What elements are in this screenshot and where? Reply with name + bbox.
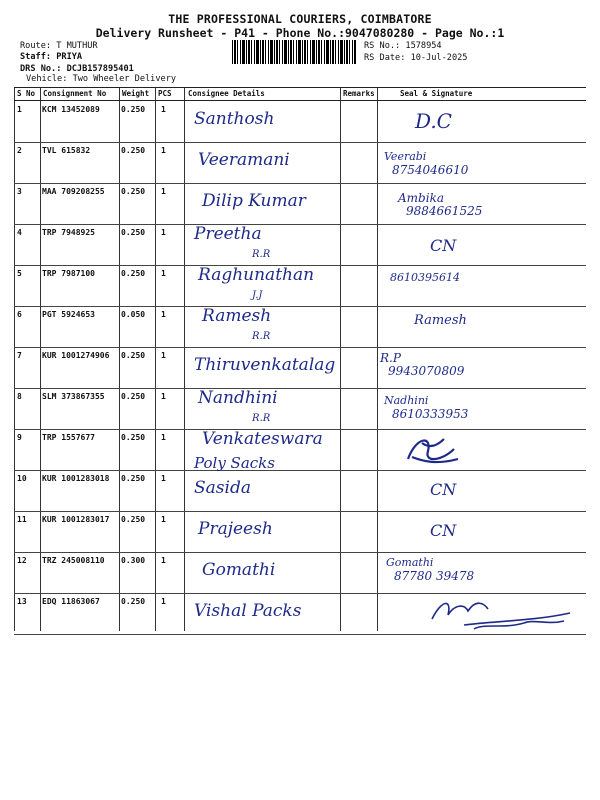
cell-pcs: 1 bbox=[161, 228, 166, 237]
consignee-handwriting: Gomathi bbox=[202, 560, 276, 580]
cell-pcs: 1 bbox=[161, 515, 166, 524]
cell-sno: 12 bbox=[17, 556, 27, 565]
signature-handwriting: Nadhini bbox=[384, 394, 429, 407]
cell-weight: 0.250 bbox=[121, 474, 146, 483]
cell-pcs: 1 bbox=[161, 474, 166, 483]
signature-handwriting: 8610395614 bbox=[390, 271, 460, 284]
table-row bbox=[14, 593, 586, 635]
signature-handwriting: R.P bbox=[380, 351, 401, 365]
consignee-handwriting-line2: R.R bbox=[252, 331, 271, 342]
table-row bbox=[14, 265, 586, 307]
col-consignee: Consignee Details bbox=[188, 89, 265, 98]
cell-pcs: 1 bbox=[161, 146, 166, 155]
cell-weight: 0.250 bbox=[121, 146, 146, 155]
cell-pcs: 1 bbox=[161, 556, 166, 565]
consignee-handwriting: Venkateswara bbox=[202, 429, 323, 449]
signature-scribble-icon bbox=[402, 431, 462, 467]
cell-pcs: 1 bbox=[161, 105, 166, 114]
rs-no: RS No.: 1578954 bbox=[364, 41, 442, 51]
cell-weight: 0.250 bbox=[121, 433, 146, 442]
page-subtitle: Delivery Runsheet - P41 - Phone No.:9047080280 - Page No.:1 bbox=[95, 26, 505, 40]
page-title: THE PROFESSIONAL COURIERS, COIMBATORE bbox=[168, 12, 432, 26]
consignee-handwriting: Santhosh bbox=[194, 109, 275, 129]
rs-date: RS Date: 10-Jul-2025 bbox=[364, 53, 468, 63]
cell-sno: 10 bbox=[17, 474, 27, 483]
cell-pcs: 1 bbox=[161, 187, 166, 196]
cell-sno: 5 bbox=[17, 269, 22, 278]
cell-weight: 0.250 bbox=[121, 597, 146, 606]
consignee-handwriting-line2: R.R bbox=[252, 413, 271, 424]
consignee-handwriting: Nandhini bbox=[198, 388, 278, 408]
cell-weight: 0.250 bbox=[121, 228, 146, 237]
col-sno: S No bbox=[17, 89, 36, 98]
cell-consignment: KCM 13452089 bbox=[42, 105, 100, 114]
runsheet-table bbox=[14, 87, 586, 621]
cell-sno: 11 bbox=[17, 515, 27, 524]
cell-weight: 0.250 bbox=[121, 269, 146, 278]
signature-scribble-icon bbox=[424, 595, 574, 631]
table-row bbox=[14, 224, 586, 266]
consignee-handwriting: Thiruvenkatalag bbox=[194, 355, 336, 375]
col-pcs: PCS bbox=[158, 89, 172, 98]
table-row bbox=[14, 470, 586, 512]
signature-handwriting: Veerabi bbox=[384, 150, 427, 163]
table-row bbox=[14, 306, 586, 348]
signature-handwriting: D.C bbox=[415, 109, 452, 133]
signature-handwriting: CN bbox=[430, 236, 457, 255]
consignee-handwriting: Sasida bbox=[194, 478, 251, 498]
cell-weight: 0.250 bbox=[121, 515, 146, 524]
cell-pcs: 1 bbox=[161, 310, 166, 319]
cell-weight: 0.050 bbox=[121, 310, 146, 319]
cell-consignment: EDQ 11863067 bbox=[42, 597, 100, 606]
cell-sno: 6 bbox=[17, 310, 22, 319]
cell-pcs: 1 bbox=[161, 269, 166, 278]
route: Route: T MUTHUR bbox=[20, 41, 98, 51]
table-row bbox=[14, 429, 586, 471]
signature-phone-handwriting: 8610333953 bbox=[392, 407, 469, 421]
table-header bbox=[14, 88, 586, 101]
cell-sno: 3 bbox=[17, 187, 22, 196]
signature-phone-handwriting: 87780 39478 bbox=[394, 569, 475, 583]
cell-consignment: TRZ 245008110 bbox=[42, 556, 105, 565]
cell-consignment: MAA 709208255 bbox=[42, 187, 105, 196]
consignee-handwriting: Dilip Kumar bbox=[202, 191, 306, 211]
cell-sno: 1 bbox=[17, 105, 22, 114]
signature-handwriting: Ramesh bbox=[414, 313, 467, 328]
consignee-handwriting: Raghunathan bbox=[198, 265, 315, 285]
consignee-handwriting-line2: R.R bbox=[252, 249, 271, 260]
cell-weight: 0.250 bbox=[121, 105, 146, 114]
cell-weight: 0.250 bbox=[121, 187, 146, 196]
cell-consignment: KUR 1001274906 bbox=[42, 351, 110, 360]
vehicle: Vehicle: Two Wheeler Delivery bbox=[26, 74, 177, 84]
signature-phone-handwriting: 8754046610 bbox=[392, 163, 469, 177]
drs-no: DRS No.: DCJB157895401 bbox=[20, 64, 134, 74]
cell-sno: 13 bbox=[17, 597, 27, 606]
cell-consignment: TRP 7987100 bbox=[42, 269, 95, 278]
cell-pcs: 1 bbox=[161, 597, 166, 606]
signature-handwriting: Ambika bbox=[398, 191, 444, 205]
staff: Staff: PRIYA bbox=[20, 52, 83, 62]
cell-pcs: 1 bbox=[161, 351, 166, 360]
table-row bbox=[14, 183, 586, 225]
cell-consignment: SLM 373867355 bbox=[42, 392, 105, 401]
cell-sno: 4 bbox=[17, 228, 22, 237]
consignee-handwriting-line2: J.J bbox=[252, 290, 263, 301]
table-row bbox=[14, 142, 586, 184]
cell-weight: 0.250 bbox=[121, 392, 146, 401]
consignee-handwriting-line2: Poly Sacks bbox=[194, 454, 275, 472]
cell-weight: 0.250 bbox=[121, 351, 146, 360]
consignee-handwriting: Vishal Packs bbox=[194, 601, 302, 621]
table-row bbox=[14, 511, 586, 553]
cell-consignment: TRP 1557677 bbox=[42, 433, 95, 442]
consignee-handwriting: Ramesh bbox=[202, 306, 272, 326]
col-signature: Seal & Signature bbox=[400, 89, 473, 98]
signature-handwriting: Gomathi bbox=[386, 556, 434, 569]
col-remarks: Remarks bbox=[343, 89, 375, 98]
cell-consignment: KUR 1001283017 bbox=[42, 515, 110, 524]
table-row bbox=[14, 552, 586, 594]
table-row bbox=[14, 101, 586, 143]
signature-phone-handwriting: 9943070809 bbox=[388, 364, 465, 378]
signature-handwriting: CN bbox=[430, 521, 457, 540]
col-consignment: Consignment No bbox=[43, 89, 107, 98]
cell-pcs: 1 bbox=[161, 392, 166, 401]
consignee-handwriting: Prajeesh bbox=[198, 519, 273, 539]
consignee-handwriting: Veeramani bbox=[198, 150, 290, 170]
cell-pcs: 1 bbox=[161, 433, 166, 442]
cell-weight: 0.300 bbox=[121, 556, 146, 565]
consignee-handwriting: Preetha bbox=[194, 224, 262, 244]
cell-consignment: KUR 1001283018 bbox=[42, 474, 110, 483]
cell-consignment: TRP 7948925 bbox=[42, 228, 95, 237]
barcode bbox=[232, 40, 356, 64]
cell-sno: 2 bbox=[17, 146, 22, 155]
signature-phone-handwriting: 9884661525 bbox=[406, 204, 483, 218]
cell-consignment: TVL 615832 bbox=[42, 146, 91, 155]
col-weight: Weight bbox=[122, 89, 150, 98]
table-row bbox=[14, 388, 586, 430]
cell-sno: 7 bbox=[17, 351, 22, 360]
cell-sno: 8 bbox=[17, 392, 22, 401]
signature-handwriting: CN bbox=[430, 480, 457, 499]
cell-consignment: PGT 5924653 bbox=[42, 310, 95, 319]
table-row bbox=[14, 347, 586, 389]
cell-sno: 9 bbox=[17, 433, 22, 442]
